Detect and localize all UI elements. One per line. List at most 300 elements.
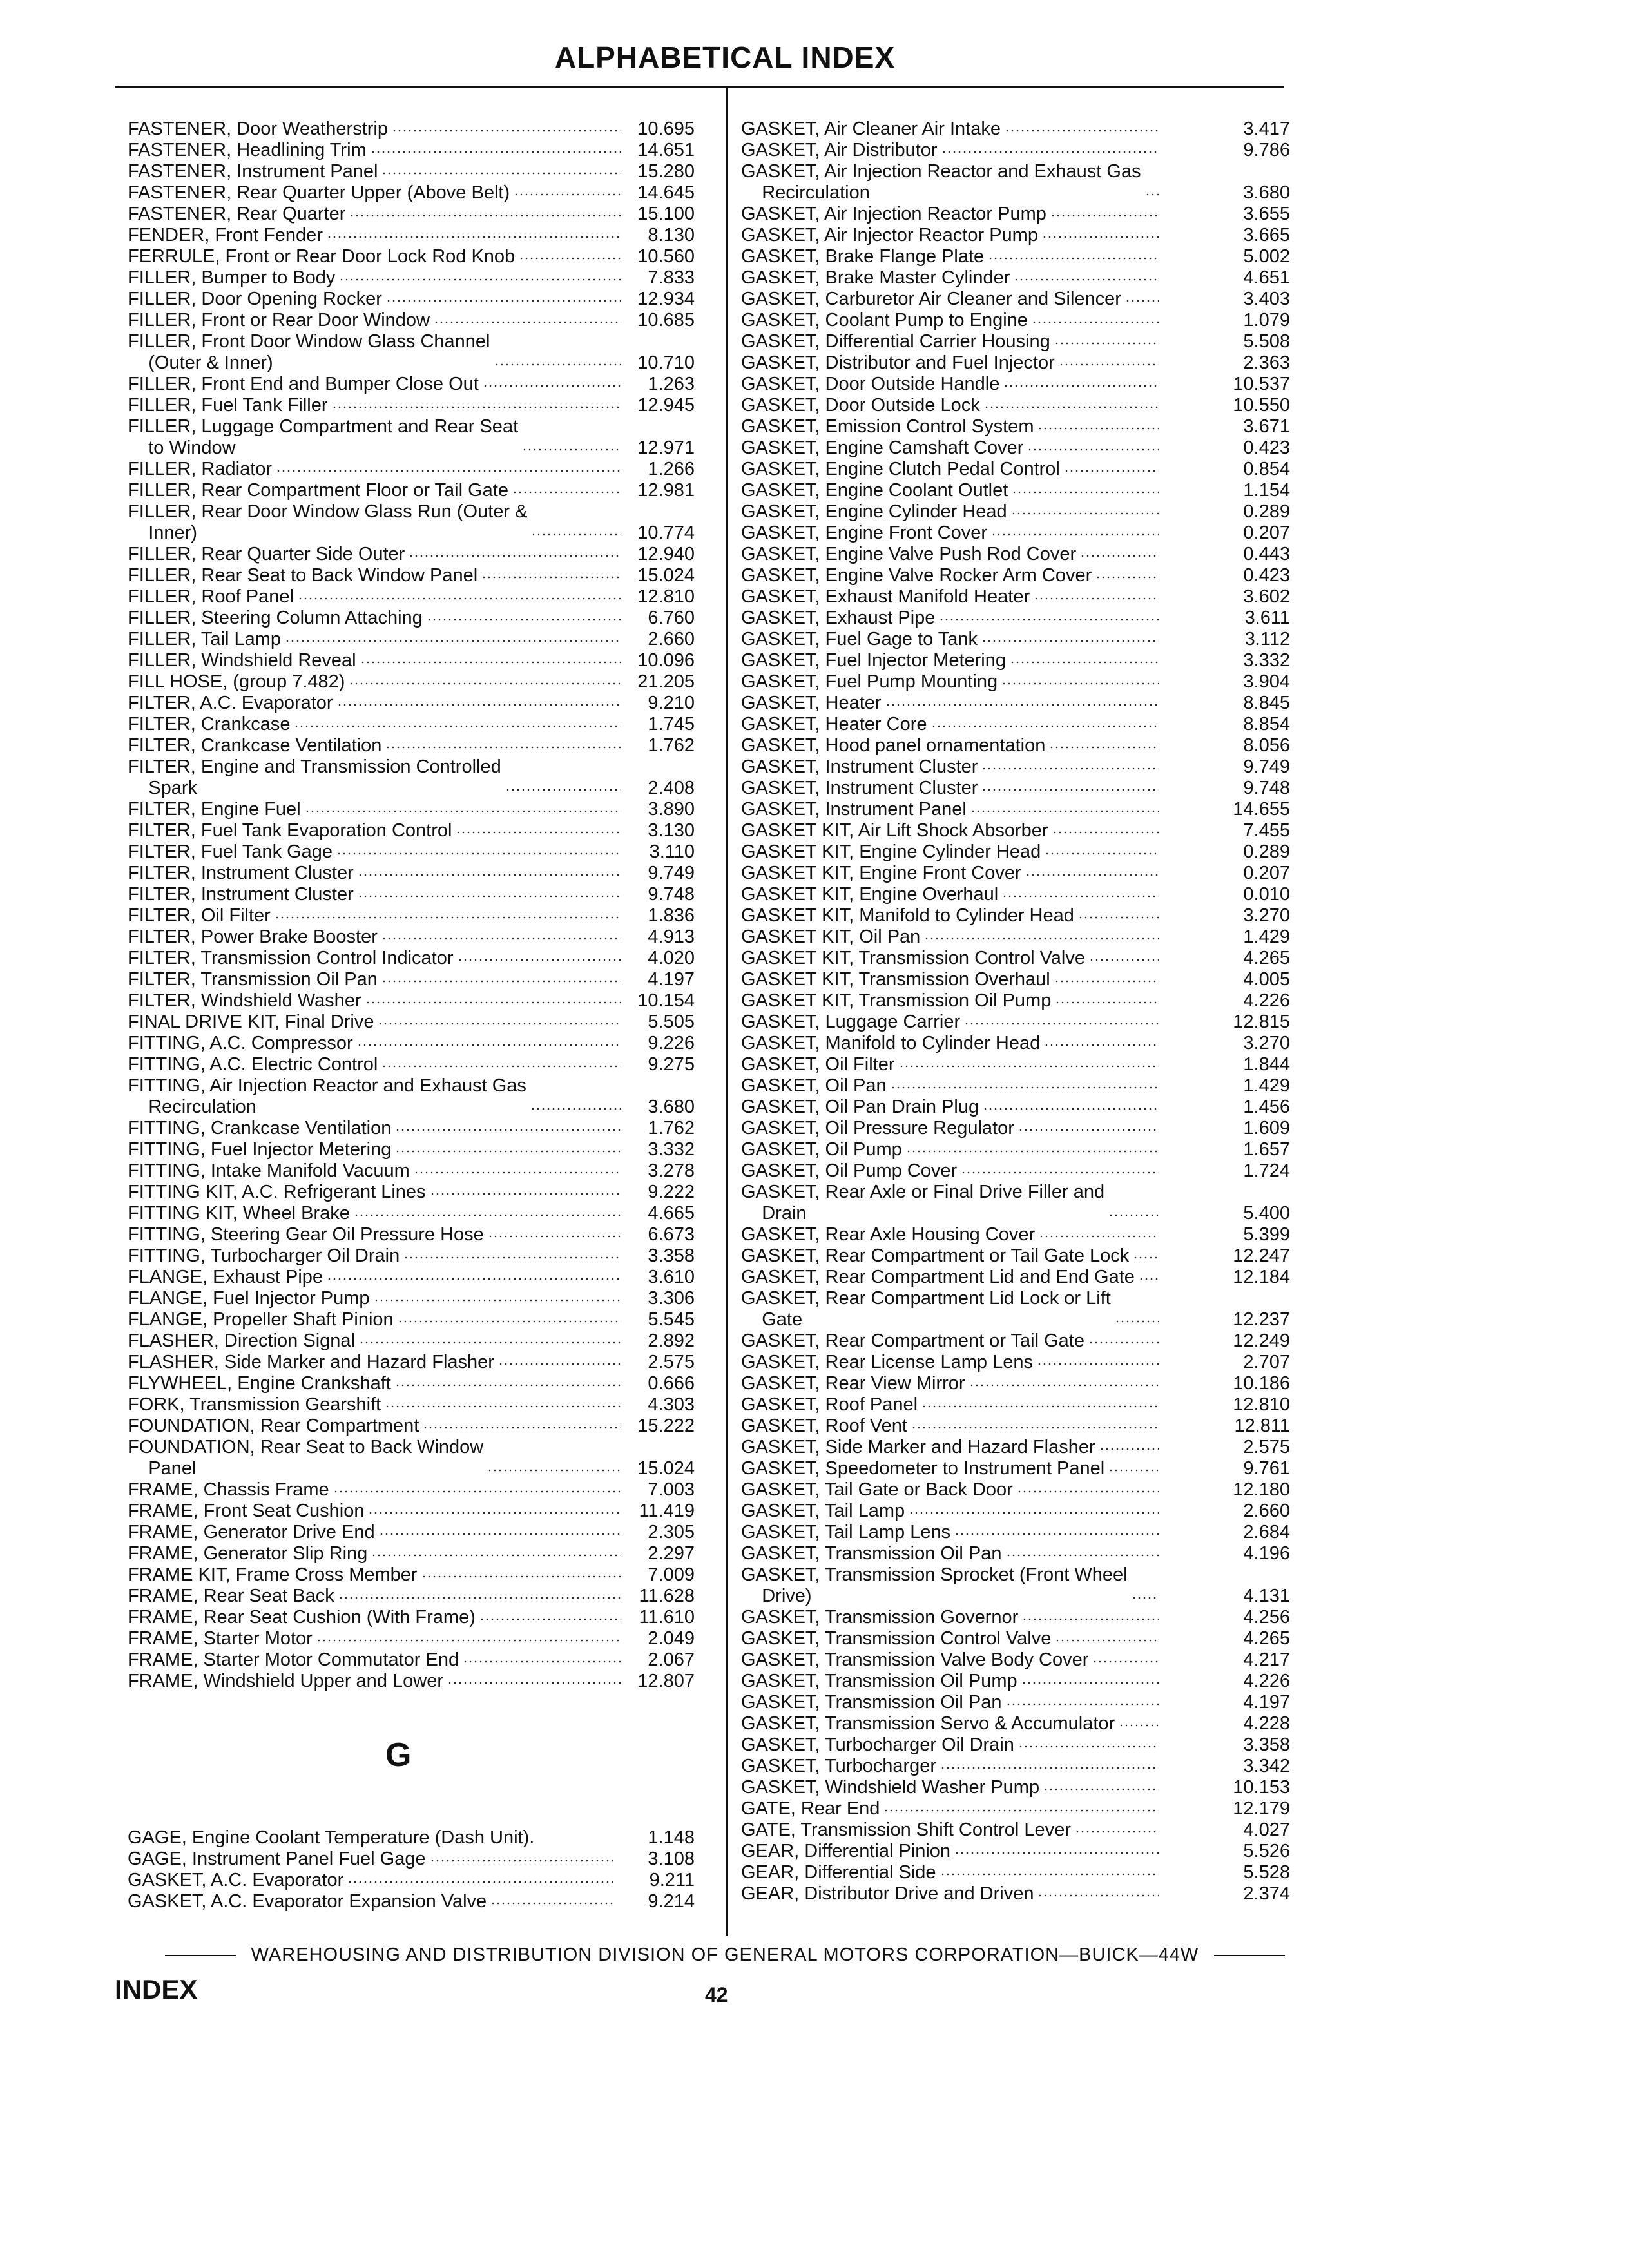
entry-page: 12.940 <box>637 544 695 564</box>
entry-label-wrap <box>128 267 625 289</box>
entry-label-wrap <box>741 501 1162 523</box>
index-entry <box>741 884 1290 905</box>
entry-page: 10.096 <box>637 650 695 671</box>
entry-page: 5.526 <box>1243 1841 1290 1861</box>
entry-label: FILLER, Rear Compartment Floor or Tail Gate <box>128 480 508 501</box>
entry-label-wrap <box>741 990 1162 1012</box>
dot-leader <box>403 1253 621 1262</box>
entry-label-wrap <box>741 1692 1162 1713</box>
entry-page: 2.684 <box>1243 1522 1290 1542</box>
dot-leader <box>1089 956 1159 965</box>
entry-label-wrap <box>128 1224 625 1245</box>
dot-leader <box>1059 360 1159 369</box>
dot-leader <box>381 169 621 178</box>
entry-label-wrap <box>741 756 1162 778</box>
entry-label: GASKET, Side Marker and Hazard Flasher <box>741 1437 1095 1457</box>
dot-leader <box>1088 1338 1159 1347</box>
entry-label-wrap <box>741 714 1162 735</box>
entry-label: GASKET, Transmission Oil Pump <box>741 1671 1017 1691</box>
index-entry <box>128 608 695 629</box>
index-entry <box>741 820 1290 841</box>
entry-label: FRAME, Windshield Upper and Lower <box>128 1671 443 1691</box>
dot-leader <box>358 870 621 879</box>
entry-label: FRAME, Starter Motor Commutator End <box>128 1649 459 1670</box>
entry-label: GASKET, Luggage Carrier <box>741 1012 961 1032</box>
dot-leader <box>1119 1721 1159 1730</box>
dot-leader <box>1054 977 1159 986</box>
entry-page: 9.214 <box>648 1891 695 1912</box>
entry-label: GASKET, Differential Carrier Housing <box>741 331 1050 352</box>
entry-page: 0.207 <box>1243 863 1290 883</box>
entry-label-wrap <box>741 1501 1162 1522</box>
page-title: ALPHABETICAL INDEX <box>554 41 896 74</box>
entry-page: 4.665 <box>648 1203 695 1224</box>
entry-page: 3.270 <box>1243 905 1290 926</box>
entry-label: GASKET, Instrument Cluster <box>741 778 978 798</box>
entry-label-wrap <box>741 1777 1162 1798</box>
entry-label: GASKET KIT, Engine Cylinder Head <box>741 841 1041 862</box>
dot-leader <box>1139 1274 1159 1283</box>
entry-label-wrap <box>741 119 1162 140</box>
entry-label-wrap <box>128 671 625 693</box>
entry-page: 0.854 <box>1243 459 1290 479</box>
index-entry <box>741 735 1290 756</box>
index-entry <box>128 629 695 650</box>
index-entry <box>128 1543 695 1564</box>
entry-label-wrap <box>741 1352 1162 1373</box>
footer-dash-right <box>1214 1955 1285 1956</box>
index-entry <box>128 735 695 756</box>
entry-label: GASKET, Roof Panel <box>741 1394 918 1415</box>
index-entry <box>128 1139 695 1160</box>
dot-leader <box>941 148 1159 157</box>
index-entry <box>128 756 695 799</box>
entry-page: 1.844 <box>1243 1054 1290 1075</box>
entry-page: 1.657 <box>1243 1139 1290 1160</box>
entry-page: 2.067 <box>648 1649 695 1670</box>
index-entry <box>741 416 1290 437</box>
dot-leader <box>381 1062 621 1071</box>
entry-page: 12.811 <box>1234 1416 1290 1436</box>
entry-label: FENDER, Front Fender <box>128 225 323 245</box>
entry-page: 4.196 <box>1243 1543 1290 1564</box>
entry-page: 2.049 <box>648 1628 695 1649</box>
entry-label: FITTING, Steering Gear Oil Pressure Hose <box>128 1224 484 1245</box>
index-entry <box>128 140 695 161</box>
dot-leader <box>924 934 1159 943</box>
index-entry <box>128 1827 695 1849</box>
index-entry <box>741 119 1290 140</box>
index-entry <box>741 289 1290 310</box>
entry-label-wrap <box>741 969 1162 990</box>
index-entry <box>741 1543 1290 1564</box>
entry-label-wrap <box>741 629 1162 650</box>
index-entry <box>741 969 1290 990</box>
entry-label-wrap <box>741 820 1162 841</box>
entry-label-wrap <box>741 331 1162 352</box>
entry-label: FILLER, Door Opening Rocker <box>128 289 382 309</box>
entry-label: GASKET, Exhaust Manifold Heater <box>741 586 1030 607</box>
entry-label-wrap <box>741 565 1162 586</box>
entry-page: 3.680 <box>1243 182 1290 203</box>
entry-label: GASKET, Rear View Mirror <box>741 1373 965 1394</box>
entry-page: 4.005 <box>1243 969 1290 990</box>
entry-page: 10.774 <box>637 523 695 543</box>
entry-label-wrap <box>741 650 1162 671</box>
entry-page: 0.666 <box>648 1373 695 1394</box>
entry-label: FILTER, Instrument Cluster <box>128 863 354 883</box>
entry-label-wrap <box>128 246 625 267</box>
dot-leader <box>1050 211 1159 220</box>
index-entry <box>741 523 1290 544</box>
dot-leader <box>921 1402 1159 1411</box>
section-label: INDEX <box>115 1974 198 2004</box>
dot-leader <box>1006 1700 1159 1709</box>
dot-leader <box>519 254 621 263</box>
entry-page: 12.237 <box>1233 1309 1290 1330</box>
index-entry <box>741 1862 1290 1883</box>
entry-page: 1.154 <box>1243 480 1290 501</box>
entry-page: 4.228 <box>1243 1713 1290 1734</box>
index-entry <box>128 1203 695 1224</box>
entry-page: 4.651 <box>1243 267 1290 288</box>
entry-label-wrap <box>128 756 625 799</box>
entry-label-wrap <box>741 1054 1162 1075</box>
entry-label: GASKET, Rear Axle or Final Drive Filler and Drain <box>741 1182 1105 1224</box>
entry-label-wrap <box>128 225 625 246</box>
entry-label-wrap <box>128 1522 625 1543</box>
entry-label-wrap <box>128 1564 625 1586</box>
dot-leader <box>1037 1360 1159 1369</box>
dot-leader <box>964 1019 1159 1028</box>
entry-label-wrap <box>741 1756 1162 1777</box>
entry-label: FILLER, Bumper to Body <box>128 267 336 288</box>
entry-page: 2.575 <box>648 1352 695 1372</box>
entry-label-wrap <box>128 650 625 671</box>
index-entry <box>128 310 695 331</box>
entry-label: GASKET KIT, Engine Front Cover <box>741 863 1021 883</box>
entry-label: FILTER, Power Brake Booster <box>128 927 378 947</box>
entry-label-wrap <box>128 1352 625 1373</box>
entry-label: GASKET, Turbocharger <box>741 1756 937 1776</box>
entry-label-wrap <box>741 1182 1162 1224</box>
index-entry <box>128 225 695 246</box>
dot-leader <box>487 1466 621 1475</box>
entry-label-wrap <box>741 1628 1162 1649</box>
entry-label: GASKET KIT, Air Lift Shock Absorber <box>741 820 1048 841</box>
dot-leader <box>1034 594 1159 603</box>
dot-leader <box>885 700 1159 709</box>
dot-leader <box>961 1168 1159 1177</box>
index-entry <box>741 459 1290 480</box>
index-entry <box>741 778 1290 799</box>
dot-leader <box>1133 1253 1159 1262</box>
entry-page: 11.419 <box>639 1501 695 1521</box>
entry-label: GATE, Transmission Shift Control Lever <box>741 1820 1071 1840</box>
entry-page: 3.358 <box>648 1245 695 1266</box>
dot-leader <box>298 594 621 603</box>
entry-label-wrap <box>128 1267 625 1288</box>
index-entry <box>741 1671 1290 1692</box>
entry-label-wrap <box>128 990 625 1012</box>
entry-label: GASKET, Rear Compartment or Tail Gate <box>741 1331 1084 1351</box>
index-entry <box>741 629 1290 650</box>
entry-label: GASKET, Transmission Valve Body Cover <box>741 1649 1089 1670</box>
entry-label: FASTENER, Door Weatherstrip <box>128 119 388 139</box>
dot-leader <box>354 1211 621 1220</box>
entry-page: 12.247 <box>1233 1245 1290 1266</box>
entry-page: 4.226 <box>1243 1671 1290 1691</box>
dot-leader <box>1054 339 1159 348</box>
entry-page: 4.303 <box>648 1394 695 1415</box>
section-heading-g: G <box>385 1736 412 1774</box>
dot-leader <box>456 828 621 837</box>
entry-page: 10.537 <box>1233 374 1290 394</box>
entry-page: 0.443 <box>1243 544 1290 564</box>
entry-label-wrap <box>128 1543 625 1564</box>
index-entry <box>741 395 1290 416</box>
index-entry <box>741 1373 1290 1394</box>
dot-leader <box>1132 1593 1159 1602</box>
entry-page: 3.130 <box>648 820 695 841</box>
index-entry <box>741 225 1290 246</box>
entry-page: 3.665 <box>1243 225 1290 245</box>
entry-page: 3.610 <box>648 1267 695 1287</box>
entry-label: GASKET, Air Injector Reactor Pump <box>741 225 1038 245</box>
dot-leader <box>385 743 621 752</box>
dot-leader <box>347 1878 613 1887</box>
entry-label-wrap <box>128 820 625 841</box>
entry-page: 15.100 <box>637 204 695 224</box>
entry-label-wrap <box>741 1649 1162 1671</box>
entry-label: FRAME KIT, Frame Cross Member <box>128 1564 418 1585</box>
index-entry <box>741 841 1290 863</box>
dot-leader <box>1039 1232 1159 1241</box>
entry-page: 3.110 <box>649 841 695 862</box>
dot-leader <box>427 615 621 624</box>
index-entry <box>741 1331 1290 1352</box>
entry-label-wrap <box>128 459 625 480</box>
entry-label-wrap <box>128 693 625 714</box>
entry-label: GASKET, Turbocharger Oil Drain <box>741 1735 1014 1755</box>
entry-label-wrap <box>741 544 1162 565</box>
entry-page: 2.408 <box>648 778 695 798</box>
entry-page: 2.660 <box>1243 1501 1290 1521</box>
entry-label: GEAR, Distributor Drive and Driven <box>741 1883 1034 1904</box>
entry-label: GASKET, Oil Pan <box>741 1075 887 1096</box>
entry-label: FASTENER, Rear Quarter <box>128 204 346 224</box>
entry-page: 3.611 <box>1244 608 1290 628</box>
index-entry <box>128 246 695 267</box>
dot-leader <box>463 1657 621 1666</box>
entry-label: FILLER, Front or Rear Door Window <box>128 310 430 331</box>
entry-label: FLANGE, Propeller Shaft Pinion <box>128 1309 394 1330</box>
dot-leader <box>275 913 621 922</box>
dot-leader <box>276 466 621 476</box>
index-entry <box>741 1841 1290 1862</box>
index-entry <box>741 1054 1290 1075</box>
entry-label: GEAR, Differential Side <box>741 1862 936 1883</box>
entry-page: 3.403 <box>1243 289 1290 309</box>
entry-page: 6.673 <box>648 1224 695 1245</box>
entry-label: FILLER, Rear Door Window Glass Run (Outer & Inner) <box>128 501 528 543</box>
index-entry <box>741 1564 1290 1607</box>
index-entry <box>128 1479 695 1501</box>
entry-label: GASKET, Fuel Injector Metering <box>741 650 1006 671</box>
entry-label: GASKET, Air Distributor <box>741 140 938 160</box>
entry-label: GASKET, Engine Camshaft Cover <box>741 437 1024 458</box>
entry-label: FLANGE, Exhaust Pipe <box>128 1267 323 1287</box>
dot-leader <box>1078 913 1159 922</box>
entry-page: 9.749 <box>648 863 695 883</box>
entry-label-wrap <box>741 1735 1162 1756</box>
entry-page: 9.226 <box>648 1033 695 1053</box>
entry-label-wrap <box>128 310 625 331</box>
entry-label: GASKET, Tail Gate or Back Door <box>741 1479 1013 1500</box>
entry-label: GASKET, Transmission Sprocket (Front Wheel Drive) <box>741 1564 1128 1606</box>
index-entry <box>741 501 1290 523</box>
index-entry <box>128 927 695 948</box>
entry-label-wrap <box>741 1373 1162 1394</box>
index-entry <box>128 1649 695 1671</box>
entry-page: 10.550 <box>1233 395 1290 416</box>
entry-label: FILTER, Crankcase Ventilation <box>128 735 382 756</box>
entry-label: GASKET, Oil Pan Drain Plug <box>741 1097 979 1117</box>
entry-label: FRAME, Generator Drive End <box>128 1522 375 1542</box>
entry-label: FASTENER, Instrument Panel <box>128 161 378 182</box>
index-entry <box>128 1373 695 1394</box>
entry-label-wrap <box>128 182 625 204</box>
entry-label-wrap <box>128 629 625 650</box>
entry-label-wrap <box>741 1883 1162 1905</box>
entry-page: 8.854 <box>1243 714 1290 735</box>
index-entry <box>128 459 695 480</box>
dot-leader <box>931 722 1159 731</box>
entry-label: GASKET, A.C. Evaporator Expansion Valve <box>128 1891 487 1912</box>
entry-page: 2.575 <box>1243 1437 1290 1457</box>
index-column-left <box>128 119 695 1692</box>
dot-leader <box>392 126 621 135</box>
entry-label: FILLER, Tail Lamp <box>128 629 282 649</box>
entry-label: GASKET, Rear License Lamp Lens <box>741 1352 1033 1372</box>
entry-label-wrap <box>741 289 1162 310</box>
index-entry <box>741 1075 1290 1097</box>
entry-label-wrap <box>128 586 625 608</box>
entry-label-wrap <box>128 1331 625 1352</box>
index-entry <box>741 1628 1290 1649</box>
entry-page: 7.003 <box>648 1479 695 1500</box>
index-entry <box>741 1224 1290 1245</box>
entry-page: 5.545 <box>648 1309 695 1330</box>
entry-page: 7.455 <box>1243 820 1290 841</box>
dot-leader <box>332 403 621 412</box>
entry-page: 0.207 <box>1243 523 1290 543</box>
entry-label-wrap <box>128 1245 625 1267</box>
dot-leader <box>939 615 1159 624</box>
entry-label-wrap <box>741 204 1162 225</box>
entry-page: 9.761 <box>1243 1458 1290 1479</box>
entry-label: GASKET, Oil Pump Cover <box>741 1160 958 1181</box>
entry-label: GASKET, Windshield Washer Pump <box>741 1777 1040 1798</box>
entry-label: GEAR, Differential Pinion <box>741 1841 951 1861</box>
index-entry <box>741 927 1290 948</box>
index-entry <box>741 1692 1290 1713</box>
entry-label: GASKET, Heater <box>741 693 882 713</box>
entry-label: FORK, Transmission Gearshift <box>128 1394 381 1415</box>
entry-label: GASKET, Speedometer to Instrument Panel <box>741 1458 1105 1479</box>
entry-page: 4.913 <box>648 927 695 947</box>
entry-label: GASKET, Transmission Oil Pan <box>741 1692 1002 1713</box>
entry-label-wrap <box>741 1331 1162 1352</box>
entry-label: GASKET, Hood panel ornamentation <box>741 735 1046 756</box>
entry-label-wrap <box>128 1118 625 1139</box>
entry-label: GASKET, Roof Vent <box>741 1416 907 1436</box>
entry-label: FLASHER, Side Marker and Hazard Flasher <box>128 1352 494 1372</box>
index-entry <box>741 1416 1290 1437</box>
entry-label-wrap <box>741 1607 1162 1628</box>
index-entry <box>128 501 695 544</box>
entry-label-wrap <box>128 1827 617 1849</box>
entry-label-wrap <box>741 352 1162 374</box>
index-entry <box>741 1649 1290 1671</box>
entry-label: FILTER, A.C. Evaporator <box>128 693 333 713</box>
entry-page: 10.685 <box>637 310 695 331</box>
index-entry <box>741 565 1290 586</box>
index-entry <box>128 267 695 289</box>
entry-page: 5.505 <box>648 1012 695 1032</box>
dot-leader <box>940 1763 1159 1773</box>
dot-leader <box>906 1147 1159 1156</box>
dot-leader <box>1108 1466 1159 1475</box>
entry-label: FILTER, Engine and Transmission Controlled Spark <box>128 756 501 798</box>
entry-page: 5.400 <box>1243 1203 1290 1224</box>
dot-leader <box>359 1338 621 1347</box>
entry-page: 4.265 <box>1243 948 1290 968</box>
entry-label: FILL HOSE, (group 7.482) <box>128 671 345 692</box>
entry-label-wrap <box>128 289 625 310</box>
dot-leader <box>1037 424 1159 433</box>
entry-label-wrap <box>741 1564 1162 1607</box>
entry-label-wrap <box>741 140 1162 161</box>
entry-label: FOUNDATION, Rear Compartment <box>128 1416 419 1436</box>
entry-page: 1.266 <box>648 459 695 479</box>
index-entry <box>741 586 1290 608</box>
entry-page: 3.112 <box>1244 629 1290 649</box>
entry-page: 21.205 <box>637 671 695 692</box>
entry-label-wrap <box>128 905 625 927</box>
entry-label: GASKET KIT, Manifold to Cylinder Head <box>741 905 1074 926</box>
index-entry <box>741 310 1290 331</box>
entry-label: GASKET, Door Outside Handle <box>741 374 1000 394</box>
entry-label: FILTER, Fuel Tank Evaporation Control <box>128 820 452 841</box>
dot-leader <box>357 1041 621 1050</box>
entry-label-wrap <box>128 1012 625 1033</box>
index-entry <box>128 1054 695 1075</box>
dot-leader <box>883 1806 1159 1815</box>
index-entry <box>741 161 1290 204</box>
entry-label: FOUNDATION, Rear Seat to Back Window Panel <box>128 1437 484 1479</box>
entry-label-wrap <box>128 948 625 969</box>
entry-page: 5.002 <box>1243 246 1290 267</box>
entry-page: 4.256 <box>1243 1607 1290 1628</box>
dot-leader <box>358 892 621 901</box>
dot-leader <box>338 1593 621 1602</box>
entry-page: 12.971 <box>637 437 695 458</box>
dot-leader <box>490 1899 613 1908</box>
entry-page: 3.680 <box>648 1097 695 1117</box>
index-entry <box>128 1564 695 1586</box>
dot-leader <box>1052 828 1159 837</box>
